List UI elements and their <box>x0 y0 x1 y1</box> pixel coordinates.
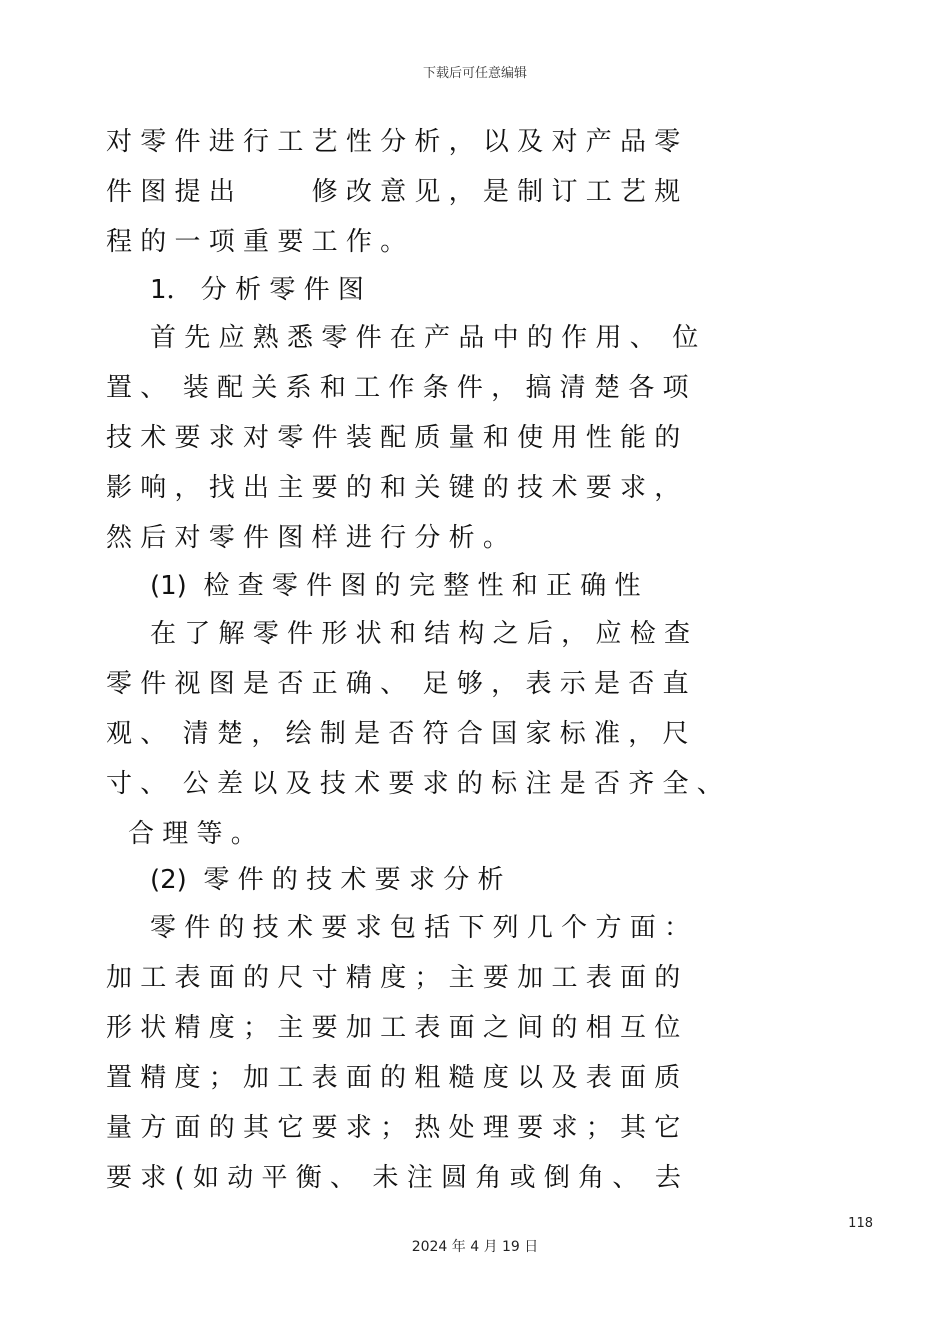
text-line: 形 状 精 度 ； 主 要 加 工 表 面 之 间 的 相 互 位 <box>106 1013 681 1043</box>
text-line: 要 求 ( 如 动 平 衡 、 未 注 圆 角 或 倒 角 、 去 <box>106 1163 681 1193</box>
section-heading: 1． 分 析 零 件 图 <box>150 275 364 305</box>
text-line: 加 工 表 面 的 尺 寸 精 度 ； 主 要 加 工 表 面 的 <box>106 963 681 993</box>
text-line: 技 术 要 求 对 零 件 装 配 质 量 和 使 用 性 能 的 <box>106 423 681 453</box>
subsection-heading: (1) 检 查 零 件 图 的 完 整 性 和 正 确 性 <box>150 571 641 601</box>
text-line: 然 后 对 零 件 图 样 进 行 分 析 。 <box>106 523 509 553</box>
text-line: 对 零 件 进 行 工 艺 性 分 析 ， 以 及 对 产 品 零 <box>106 127 681 157</box>
text-line: 零 件 视 图 是 否 正 确 、 足 够 ， 表 示 是 否 直 <box>106 669 689 699</box>
page-number: 118 <box>848 1216 873 1231</box>
text-line: 影 响 ， 找 出 主 要 的 和 关 键 的 技 术 要 求 ， <box>106 473 681 503</box>
text-line: 合 理 等 。 <box>128 819 257 849</box>
text-line: 零 件 的 技 术 要 求 包 括 下 列 几 个 方 面 ： <box>150 913 690 943</box>
subsection-heading: (2) 零 件 的 技 术 要 求 分 析 <box>150 865 504 895</box>
text-line: 在 了 解 零 件 形 状 和 结 构 之 后 ， 应 检 查 <box>150 619 690 649</box>
text-line: 件 图 提 出 修 改 意 见 ， 是 制 订 工 艺 规 <box>106 177 681 207</box>
footer-date: 2024 年 4 月 19 日 <box>411 1239 539 1255</box>
text-line: 量 方 面 的 其 它 要 求 ； 热 处 理 要 求 ； 其 它 <box>106 1113 681 1143</box>
text-line: 首 先 应 熟 悉 零 件 在 产 品 中 的 作 用 、 位 <box>150 323 699 353</box>
text-line: 程 的 一 项 重 要 工 作 。 <box>106 227 407 257</box>
text-line: 寸 、 公 差 以 及 技 术 要 求 的 标 注 是 否 齐 全 、 <box>106 769 723 799</box>
page-header: 下载后可任意编辑 <box>422 66 527 81</box>
text-line: 观 、 清 楚 ， 绘 制 是 否 符 合 国 家 标 准 ， 尺 <box>106 719 689 749</box>
text-line: 置 精 度 ； 加 工 表 面 的 粗 糙 度 以 及 表 面 质 <box>106 1063 681 1093</box>
text-line: 置 、 装 配 关 系 和 工 作 条 件 ， 搞 清 楚 各 项 <box>106 373 689 403</box>
